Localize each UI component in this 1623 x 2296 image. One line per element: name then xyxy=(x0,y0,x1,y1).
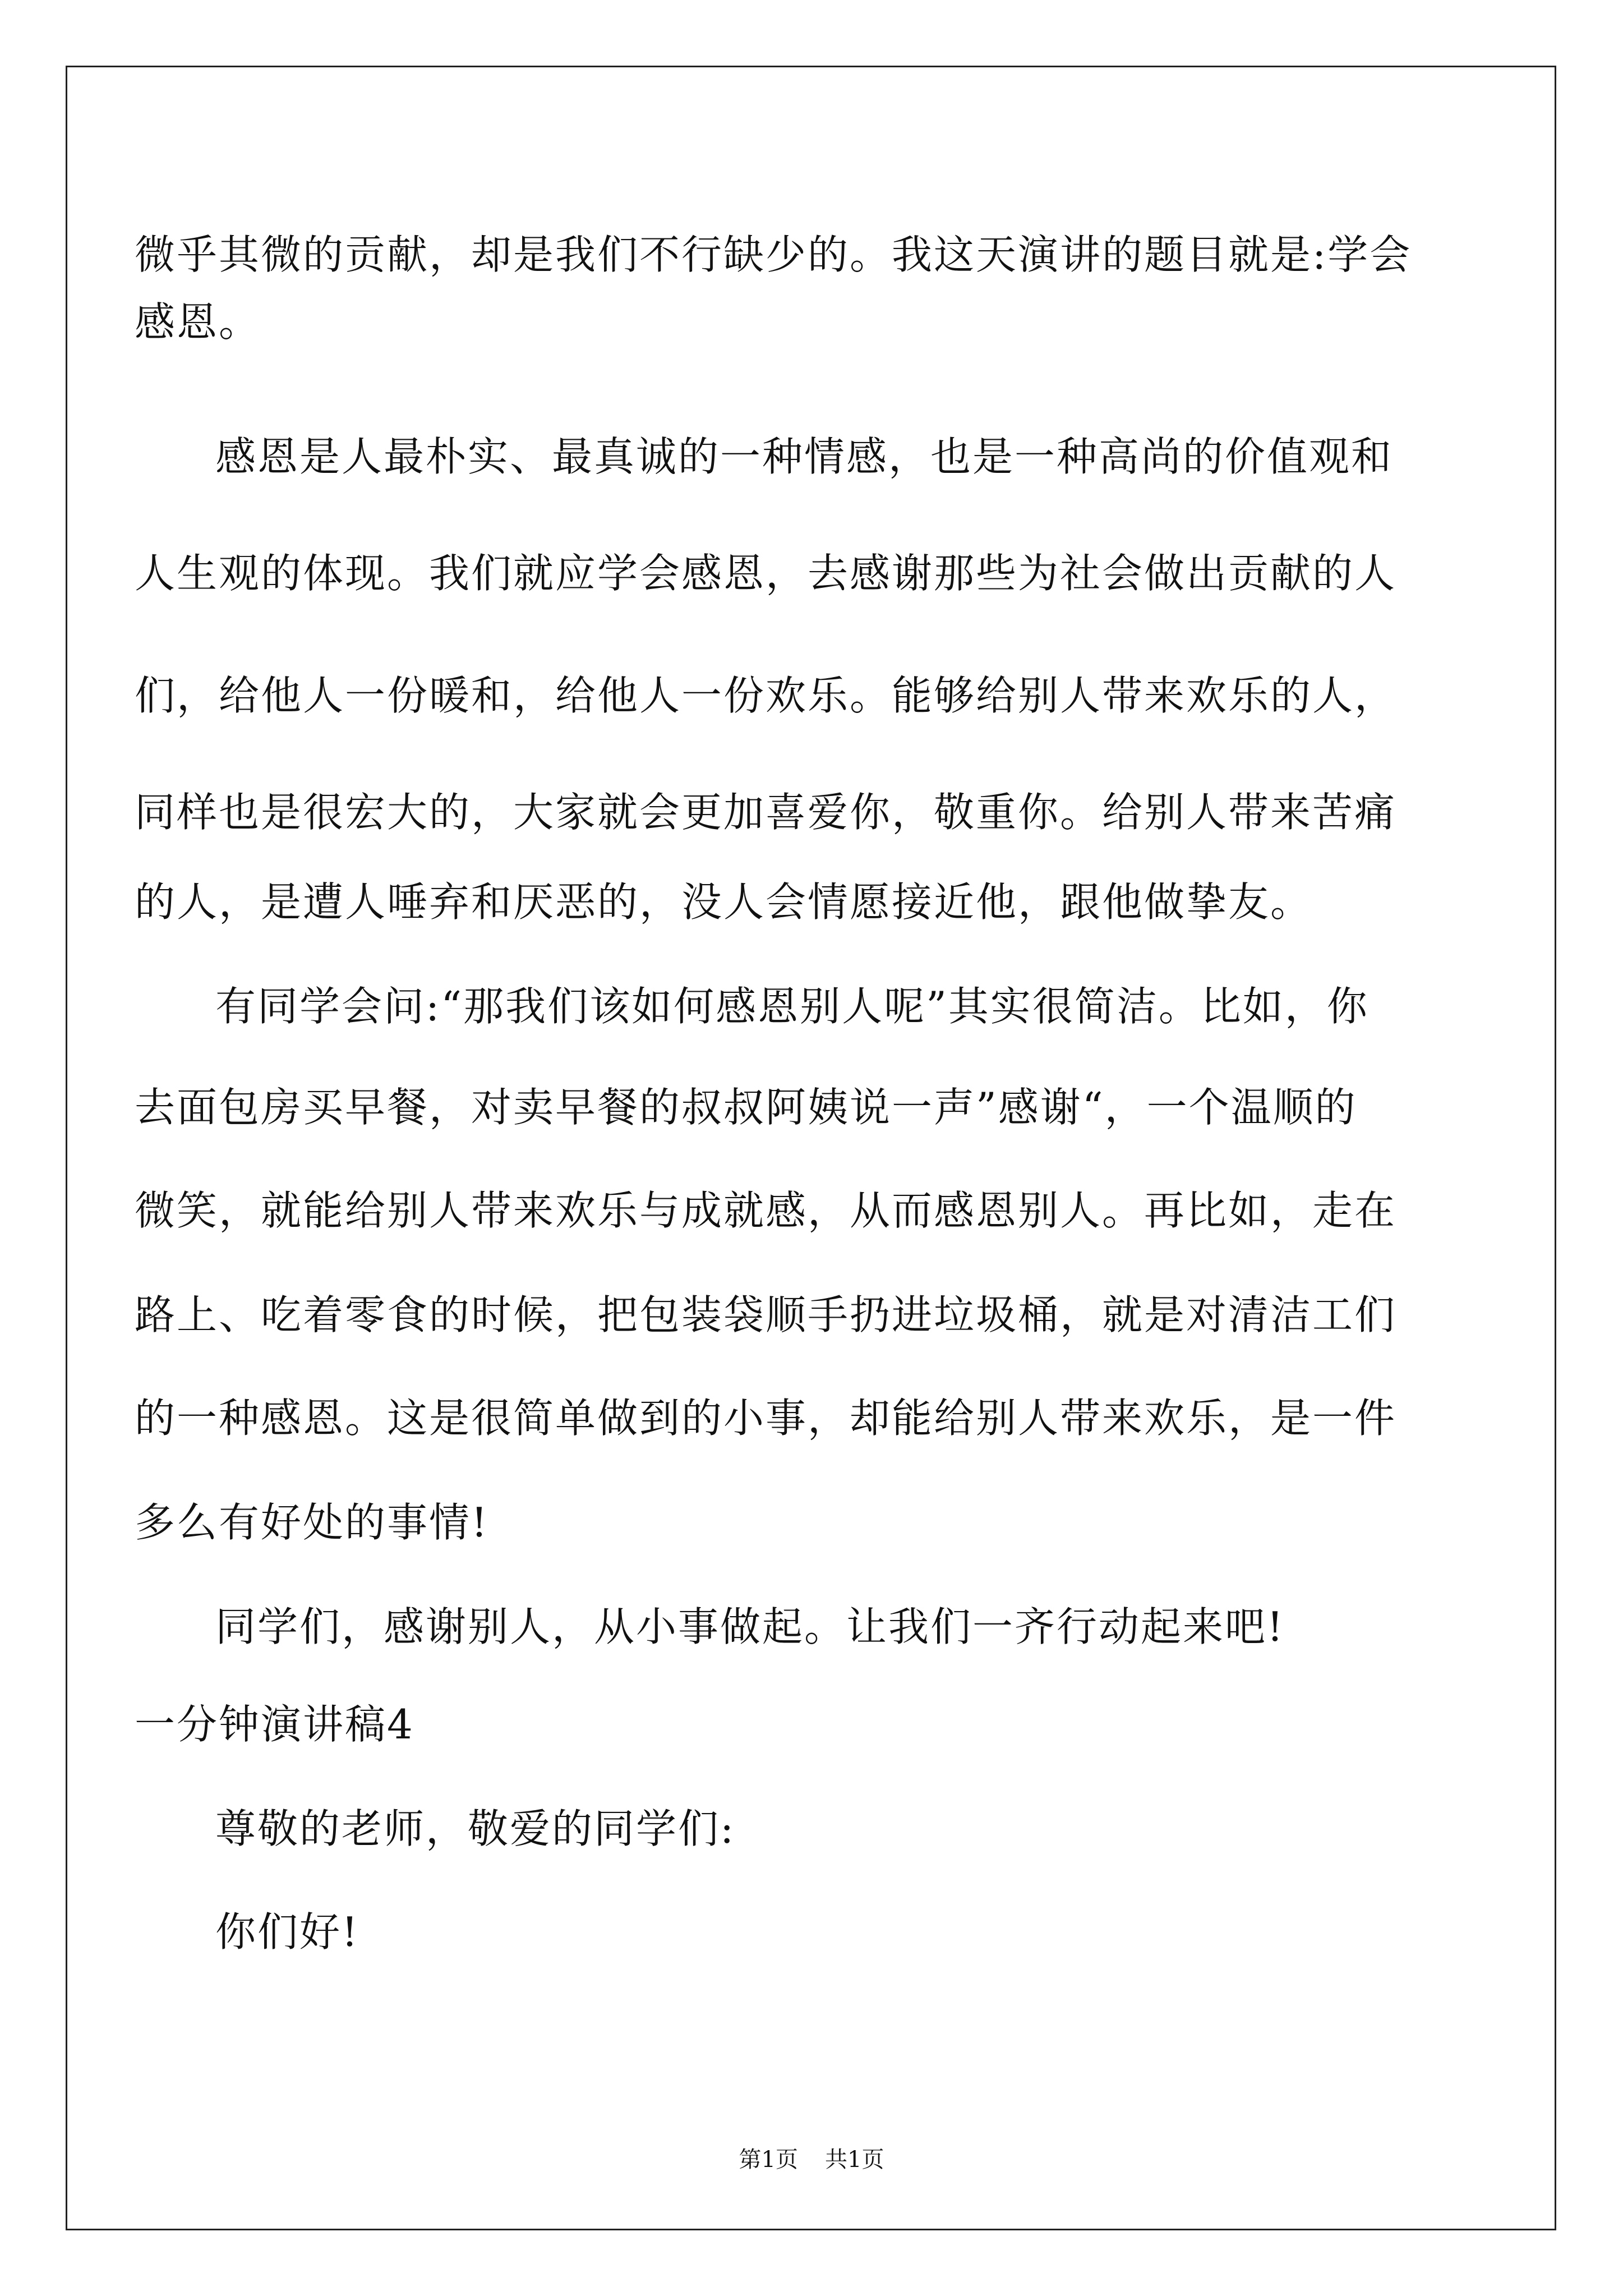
paragraph-line: 的一种感恩。这是很简单做到的小事，却能给别人带来欢乐，是一件 xyxy=(135,1395,1397,1442)
paragraph-line: 们，给他人一份暖和，给他人一份欢乐。能够给别人带来欢乐的人， xyxy=(135,672,1397,719)
paragraph-line: 微乎其微的贡献，却是我们不行缺少的。我这天演讲的题目就是:学会 xyxy=(135,231,1412,278)
paragraph-line: 人生观的体现。我们就应学会感恩，去感谢那些为社会做出贡献的人 xyxy=(135,550,1397,597)
greeting-line: 你们好! xyxy=(215,1908,359,1955)
paragraph-line: 感恩。 xyxy=(135,298,261,346)
total-pages: 共1页 xyxy=(825,2147,884,2173)
paragraph-line: 多么有好处的事情! xyxy=(135,1499,489,1546)
page-number: 第1页 xyxy=(739,2147,798,2173)
paragraph-line: 同样也是很宏大的，大家就会更加喜爱你，敬重你。给别人带来苦痛 xyxy=(135,789,1397,836)
paragraph-line: 路上、吃着零食的时候，把包装袋顺手扔进垃圾桶，就是对清洁工们 xyxy=(135,1291,1397,1338)
page-footer xyxy=(0,2146,1623,2174)
paragraph-line: 同学们，感谢别人，从小事做起。让我们一齐行动起来吧! xyxy=(215,1603,1285,1650)
paragraph-line: 微笑，就能给别人带来欢乐与成就感，从而感恩别人。再比如，走在 xyxy=(135,1187,1397,1234)
paragraph-line: 的人，是遭人唾弃和厌恶的，没人会情愿接近他，跟他做挚友。 xyxy=(135,878,1313,926)
salutation-line: 尊敬的老师，敬爱的同学们: xyxy=(215,1805,736,1852)
paragraph-line: 有同学会问:“那我们该如何感恩别人呢”其实很简洁。比如，你 xyxy=(215,983,1369,1030)
paragraph-line: 感恩是人最朴实、最真诚的一种情感，也是一种高尚的价值观和 xyxy=(215,433,1394,480)
paragraph-line: 去面包房买早餐，对卖早餐的叔叔阿姨说一声”感谢“，一个温顺的 xyxy=(135,1084,1357,1131)
section-heading: 一分钟演讲稿4 xyxy=(135,1701,414,1748)
